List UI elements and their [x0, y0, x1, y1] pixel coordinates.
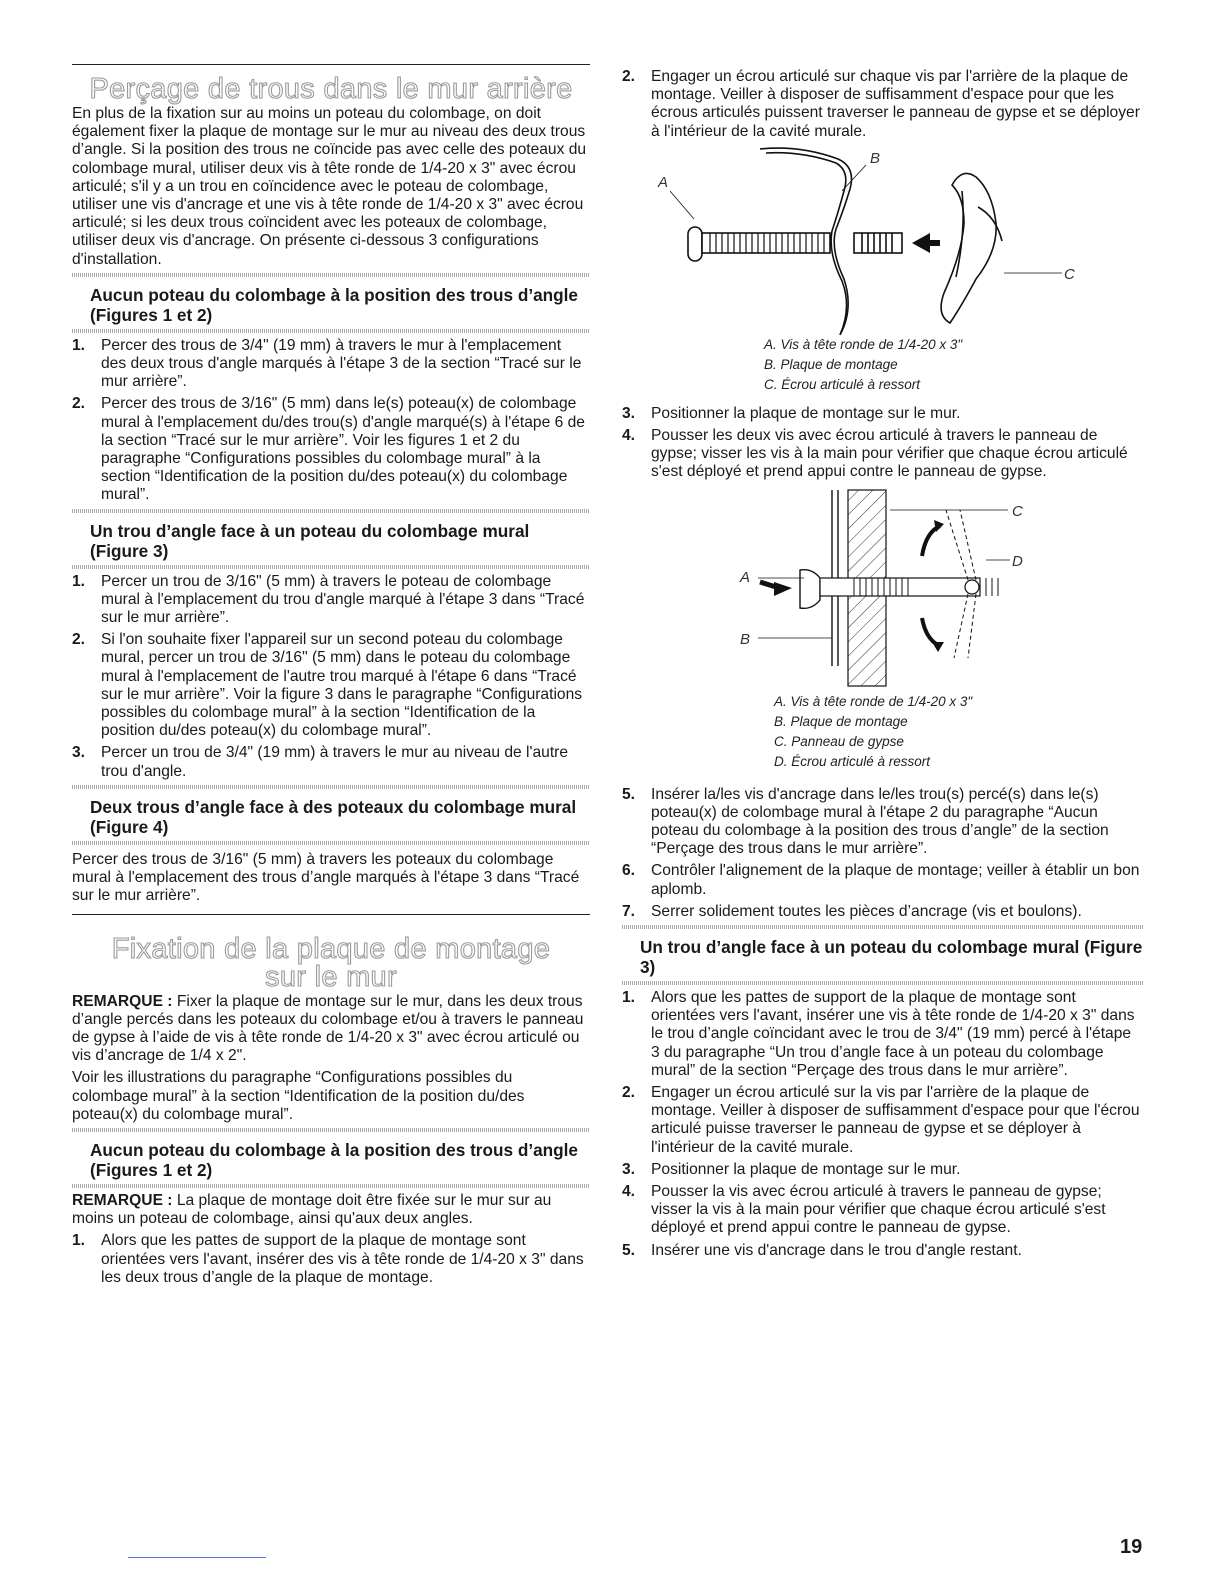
subheading-one-stud-2: Un trou d’angle face à un poteau du colombage mural (Figure 3)	[640, 937, 1143, 978]
list-item: 1. Percer des trous de 3/4" (19 mm) à travers le mur à l'emplacement des deux trous d'angle marqués à l'étape 3 de la section “Tracé sur le mur arrière”.	[72, 336, 582, 391]
section-heading-mounting: Fixation de la plaque de montage sur le mur	[111, 932, 551, 993]
top-rule	[72, 64, 590, 65]
list-item: 1. Alors que les pattes de support de la plaque de montage sont orientées vers l'avant, insérer des vis à tête ronde de 1/4-20 x 3" dans les deux trous d’angle de la plaque de montage.	[72, 1232, 584, 1286]
list-item: 1. Alors que les pattes de support de la plaque de montage sont orientées vers l'avant, insérer une vis à tête ronde de 1/4-20 x 3" dans le trou d’angle coïncidant avec le trou de 3/4" (19 mm) percé à l'étape 3 du paragraphe “Un trou d’angle face à un poteau du colombage mural” de la section “Perçage des trous dans le mur arrière”.	[622, 989, 1135, 1079]
left-column	[72, 64, 590, 1291]
divider	[72, 329, 590, 333]
footer-link-line	[128, 1557, 266, 1558]
section-rule	[72, 914, 590, 915]
list-item: 7. Serrer solidement toutes les pièces d’ancrage (vis et boulons).	[622, 902, 1082, 920]
divider	[72, 565, 590, 569]
list-step-2	[622, 68, 1144, 141]
list-item: 5. Insérer une vis d'ancrage dans le trou d'angle restant.	[622, 1241, 1022, 1259]
divider	[72, 785, 590, 789]
fig1-label-a: A	[658, 173, 669, 191]
figure-toggle-bolt	[622, 145, 1144, 335]
fig1-label-c: C	[1064, 265, 1075, 283]
figure-2-caption: A. Vis à tête ronde de 1/4-20 x 3" B. Plaque de montage C. Panneau de gypse D. Écrou articulé à ressort	[774, 693, 973, 769]
divider	[622, 981, 1144, 985]
list-steps-3-4	[622, 405, 1144, 482]
divider	[72, 273, 590, 277]
note-paragraph-2: REMARQUE : La plaque de montage doit être fixée sur le mur sur au moins un poteau de colombage, ainsi qu'aux deux angles.	[72, 1191, 552, 1228]
list-item: 2. Si l'on souhaite fixer l'appareil sur un second poteau du colombage mural, percer un trou de 3/16" (5 mm) dans le poteau du colombage mural à l'emplacement de l'autre trou marqué à l'étape 6 dans “Tracé sur le mur arrière”. Voir la figure 3 dans le paragraphe “Configurations possibles du colombage mural” à la section “Identification de la position du/des poteau(x) du colombage mural”.	[72, 631, 583, 740]
subheading-no-stud: Aucun poteau du colombage à la position des trous d’angle (Figures 1 et 2)	[90, 284, 578, 325]
list-item: 2. Engager un écrou articulé sur la vis par l'arrière de la plaque de montage. Veiller à disposer de suffisamment d'espace pour que l'écrou articulé puisse traverser le panneau de gypse et se déployer à l'intérieur de la cavité murale.	[622, 1084, 1140, 1156]
list-item: 2. Percer des trous de 3/16" (5 mm) dans le(s) poteau(x) de colombage mural à l'emplacement du/des trou(s) d'angle marqué(s) à l'étape 6 de la section “Tracé sur le mur arrière”. Voir les figures 1 et 2 du paragraphe “Configurations possibles du colombage mural” à la section “Identification de la position du/des poteau(x) du colombage mural”.	[72, 395, 585, 504]
figure-installed-bolt	[622, 486, 1144, 692]
divider	[72, 509, 590, 513]
divider	[72, 1184, 590, 1188]
list-item: 6. Contrôler l'alignement de la plaque de montage; veiller à établir un bon aplomb.	[622, 862, 1140, 898]
list-one-stud-mounting	[622, 989, 1144, 1260]
right-column	[622, 68, 1144, 1264]
subheading-two-studs: Deux trous d’angle face à des poteaux du colombage mural (Figure 4)	[90, 796, 577, 837]
section-heading-drilling: Perçage de trous dans le mur arrière	[89, 73, 573, 105]
installed-bolt-illustration	[622, 486, 1144, 692]
list-no-stud	[72, 337, 590, 505]
fig2-label-a: A	[740, 568, 751, 586]
divider	[72, 841, 590, 845]
fig2-label-c: C	[1012, 502, 1023, 520]
note-paragraph-1: REMARQUE : Fixer la plaque de montage sur le mur, dans les deux trous d’angle percés dans les poteaux du colombage et/ou à travers le panneau de gypse à l’aide de vis à tête ronde de 1/4-20 x 3" avec écrou articulé ou vis d’ancrage de 1/4 x 2".	[72, 992, 584, 1065]
list-steps-5-7	[622, 786, 1144, 921]
list-item: 3. Percer un trou de 3/4" (19 mm) à travers le mur au niveau de l'autre trou d'angle.	[72, 744, 569, 780]
subheading-no-stud-2: Aucun poteau du colombage à la position des trous d’angle (Figures 1 et 2)	[90, 1139, 578, 1180]
list-item: 1. Percer un trou de 3/16" (5 mm) à travers le poteau de colombage mural à l'emplacement du trou d'angle marqué à l'étape 3 dans “Tracé sur le mur arrière”.	[72, 572, 585, 627]
list-mounting	[72, 1232, 590, 1287]
subheading-one-stud: Un trou d’angle face à un poteau du colombage mural (Figure 3)	[90, 520, 530, 561]
list-item: 5. Insérer la/les vis d'ancrage dans le/les trou(s) percé(s) dans le(s) poteau(x) de colombage mural à l'étape 2 du paragraphe “Aucun poteau du colombage à la position des trous d’angle” de la section “Perçage des trous dans le mur arrière”.	[622, 785, 1109, 858]
see-illustrations-paragraph: Voir les illustrations du paragraphe “Configurations possibles du colombage mural” à la section “Identification de la position du/des poteau(x) du colombage mural”.	[72, 1069, 525, 1123]
figure-1-caption: A. Vis à tête ronde de 1/4-20 x 3" B. Plaque de montage C. Écrou articulé à ressort	[764, 336, 963, 392]
two-studs-paragraph: Percer des trous de 3/16" (5 mm) à travers les poteaux du colombage mural à l'emplacement des trous d’angle marqués à l'étape 3 dans “Tracé sur le mur arrière”.	[72, 850, 580, 905]
fig1-label-b: B	[870, 149, 881, 167]
fig2-label-d: D	[1012, 552, 1023, 570]
list-item: 4. Pousser les deux vis avec écrou articulé à travers le panneau de gypse; visser les vis à la main pour vérifier que chaque écrou articulé s'est déployé et prend appui contre le panneau de gypse.	[622, 427, 1128, 481]
toggle-bolt-illustration	[622, 145, 1144, 335]
list-item: 4. Pousser la vis avec écrou articulé à travers le panneau de gypse; visser la vis à la main pour vérifier que chaque écrou articulé s'est déployé et prend appui contre le panneau de gypse.	[622, 1183, 1106, 1237]
fig2-label-b: B	[740, 630, 751, 648]
list-item: 2. Engager un écrou articulé sur chaque vis par l'arrière de la plaque de montage. Veiller à disposer de suffisamment d'espace pour que les écrous articulés puissent traverser le panneau de gypse et se déployer à l'intérieur de la cavité murale.	[622, 68, 1140, 140]
divider	[622, 925, 1144, 929]
list-one-stud	[72, 573, 590, 781]
list-item: 3. Positionner la plaque de montage sur le mur.	[622, 404, 961, 422]
list-item: 3. Positionner la plaque de montage sur le mur.	[622, 1160, 961, 1178]
divider	[72, 1128, 590, 1132]
intro-paragraph: En plus de la fixation sur au moins un poteau du colombage, on doit également fixer la plaque de montage sur le mur au niveau des deux trous d’angle. Si la position des trous ne coïncide pas avec celle des poteaux du colombage mural, utiliser deux vis à tête ronde de 1/4-20 x 3" avec écrou articulé; s'il y a un trou en coïncidence avec le poteau de colombage, utiliser une vis d'ancrage et une vis à tête ronde de 1/4-20 x 3" avec écrou articulé; si les deux trous coïncident avec les poteaux de colombage, utiliser deux vis d'ancrage. On présente ci-dessous 3 configurations d'installation.	[72, 105, 587, 268]
page-number: 19	[1120, 1536, 1143, 1558]
